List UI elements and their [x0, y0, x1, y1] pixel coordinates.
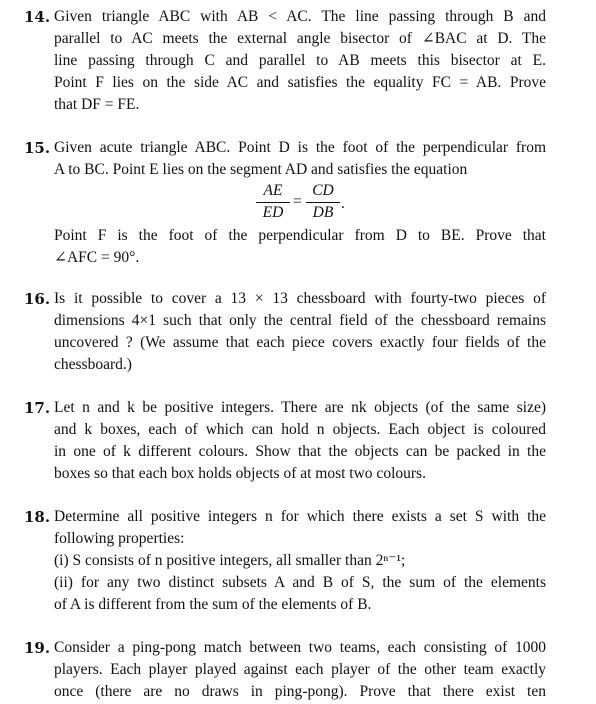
fraction-equation — [0, 181, 596, 225]
right-denominator: DB — [312, 204, 334, 221]
problem-text-line: line passing through C and parallel to AB meets this bisector at E. — [54, 52, 546, 69]
problem-text-line: in one of k different colours. Show that the objects can be packed in the — [54, 443, 546, 460]
problem-text-line: dimensions 4×1 such that only the central field of the chessboard remains — [54, 312, 546, 329]
problem-text-line: (i) S consists of n positive integers, all smaller than 2ⁿ⁻¹; — [54, 552, 406, 569]
problem-text-line: Given triangle ABC with AB < AC. The line passing through B and — [54, 8, 546, 25]
problem-number: 19. — [24, 639, 51, 657]
problem-text-line: A to BC. Point E lies on the segment AD and satisfies the equation — [54, 161, 468, 178]
equation-period: . — [341, 195, 345, 212]
problem-text-line: parallel to AC meets the external angle bisector of ∠BAC at D. The — [54, 30, 546, 47]
problem-text-line: of A is different from the sum of the elements of B. — [54, 596, 372, 613]
problem-number: 16. — [24, 290, 51, 308]
problem-text-line: Given acute triangle ABC. Point D is the foot of the perpendicular from — [54, 139, 546, 156]
problem-text-line: Is it possible to cover a 13 × 13 chessboard with fourty-two pieces of — [54, 290, 546, 307]
problem-text-line: and k boxes, each of which can hold n objects. Each object is coloured — [54, 421, 546, 438]
left-numerator: AE — [263, 182, 283, 199]
problem-text-line: once (there are no draws in ping-pong). Prove that there exist ten — [54, 683, 546, 700]
equals-sign: = — [293, 193, 302, 210]
problem-text-line: chessboard.) — [54, 356, 132, 373]
left-denominator: ED — [262, 204, 284, 221]
problem-text-line: ∠AFC = 90°. — [54, 249, 140, 266]
right-numerator: CD — [312, 182, 334, 199]
problem-text-line: following properties: — [54, 530, 185, 547]
problem-text-line: players. Each player played against each player of the other team exactly — [54, 661, 546, 678]
problem-text-line: that DF = FE. — [54, 96, 140, 113]
problem-number: 18. — [24, 508, 51, 526]
problem-text-line: Let n and k be positive integers. There are nk objects (of the same size) — [54, 399, 546, 416]
problem-text-line: boxes so that each box holds objects of at most two colours. — [54, 465, 426, 482]
problem-text-line: Point F is the foot of the perpendicular from D to BE. Prove that — [54, 227, 546, 244]
problem-text-line: uncovered ? (We assume that each piece covers exactly four fields of the — [54, 334, 546, 351]
problem-text-line: (ii) for any two distinct subsets A and B of S, the sum of the elements — [54, 574, 546, 591]
problem-text-line: Consider a ping-pong match between two teams, each consisting of 1000 — [54, 639, 546, 656]
problem-text-line: Determine all positive integers n for which there exists a set S with the — [54, 508, 546, 525]
problem-text-line: Point F lies on the side AC and satisfies the equality FC = AB. Prove — [54, 74, 546, 91]
problem-number: 14. — [24, 8, 51, 26]
problem-number: 17. — [24, 399, 51, 417]
problem-number: 15. — [24, 139, 51, 157]
